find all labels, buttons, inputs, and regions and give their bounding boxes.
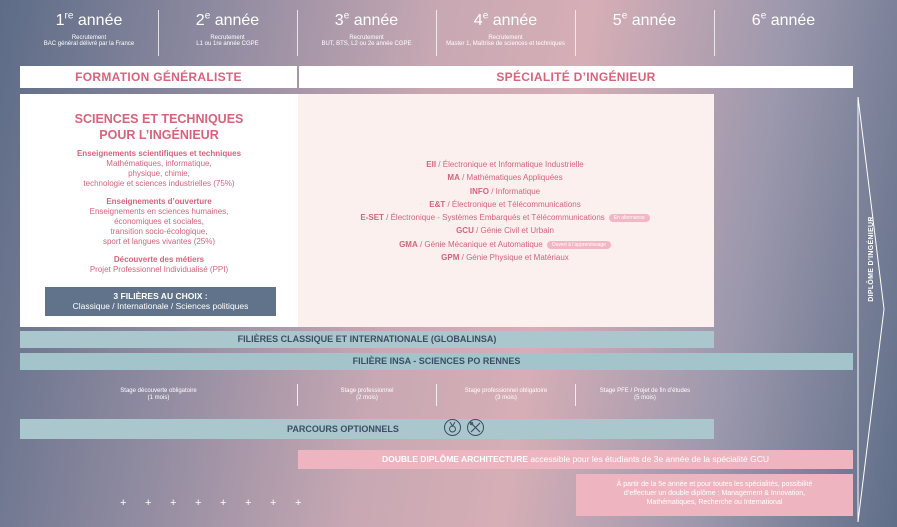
plus-mark: + [170, 497, 177, 509]
sciencespo-bar: FILIÈRE INSA - SCIENCES PO RENNES [20, 353, 853, 370]
stage-3: Stage professionnel obligatoire (3 mois) [464, 388, 548, 401]
spec-info: INFO / Informatique [469, 187, 541, 196]
double-diplome-bar: DOUBLE DIPLÔME ARCHITECTURE accessible pour les étudiants de 3e année de la spécialité GCU [298, 450, 853, 469]
sti-section-metiers: Découverte des métiers Projet Professionnel Individualisé (PPI) [89, 255, 229, 274]
tools-icon [467, 419, 484, 436]
plus-mark: + [295, 497, 302, 509]
sti-section-ouverture: Enseignements d’ouverture Enseignements en sciences humaines, économiques et sociales, transition socio-écologique, sport et langues vivantes (25%) [89, 197, 229, 246]
spec-gpm: GPM / Génie Physique et Matériaux [441, 253, 569, 262]
double-diplome-box: À partir de la 5e année et pour toutes les spécialités, possibilité d’effectuer un double diplôme : Management & Innovation, Mathématiques, Recherche ou International [576, 474, 853, 516]
sti-section-scientifique: Enseignements scientifiques et techniques Mathématiques, informatique, physique, chimie, technologie et sciences industrielles (75%) [76, 149, 242, 188]
spec-eii: EII / Électronique et Informatique Industrielle [426, 160, 584, 169]
apprentissage-tag: Ouvert à l’apprentissage [547, 241, 611, 249]
formation-generaliste-bar: FORMATION GÉNÉRALISTE [20, 66, 297, 88]
spec-gcu: GCU / Génie Civil et Urbain [456, 226, 554, 235]
spec-et: E&T / Électronique et Télécommunications [429, 200, 581, 209]
spec-ma: MA / Mathématiques Appliquées [447, 173, 563, 182]
year-1: 1re année Recrutement BAC général délivré par la France [43, 10, 135, 47]
year-3: 3e année Recrutement BUT, BTS, L2 ou 2e année CGPE [297, 10, 435, 56]
specialite-ingenieur-bar: SPÉCIALITÉ D’INGÉNIEUR [299, 66, 853, 88]
plus-mark: + [245, 497, 252, 509]
stage-2: Stage professionnel (2 mois) [340, 388, 394, 401]
filieres-box: 3 FILIÈRES AU CHOIX : Classique / Internationale / Sciences politiques [45, 287, 276, 316]
alternance-tag: En alternance [609, 214, 650, 222]
year-6: 6e année [714, 10, 852, 56]
plus-mark: + [120, 497, 127, 509]
plus-mark: + [195, 497, 202, 509]
spec-gma: GMA / Génie Mécanique et Automatique Ouvert à l’apprentissage [300, 238, 710, 251]
globalinsa-bar: FILIÈRES CLASSIQUE ET INTERNATIONALE (GLOBALINSA) [20, 331, 714, 348]
medal-icon [444, 419, 461, 436]
sti-title: SCIENCES ET TECHNIQUES POUR L’INGÉNIEUR [74, 112, 244, 142]
plus-mark: + [220, 497, 227, 509]
parcours-optionnels-bar: PARCOURS OPTIONNELS [20, 419, 714, 439]
stage-4: Stage PFE / Projet de fin d’études (5 mois) [599, 388, 691, 401]
plus-mark: + [145, 497, 152, 509]
year-5: 5e année [575, 10, 713, 56]
diplome-ingenieur-label: DIPLÔME D’INGÉNIEUR [868, 216, 875, 302]
year-4: 4e année Recrutement Master 1, Maîtrise de sciences et techniques [436, 10, 574, 56]
plus-mark: + [270, 497, 277, 509]
stage-1: Stage découverte obligatoire (1 mois) [120, 388, 197, 401]
year-2: 2e année Recrutement L1 ou 1re année CGPE [158, 10, 296, 56]
spec-eset: E-SET / Électronique - Systèmes Embarqués et Télécommunications En alternance [300, 211, 710, 224]
